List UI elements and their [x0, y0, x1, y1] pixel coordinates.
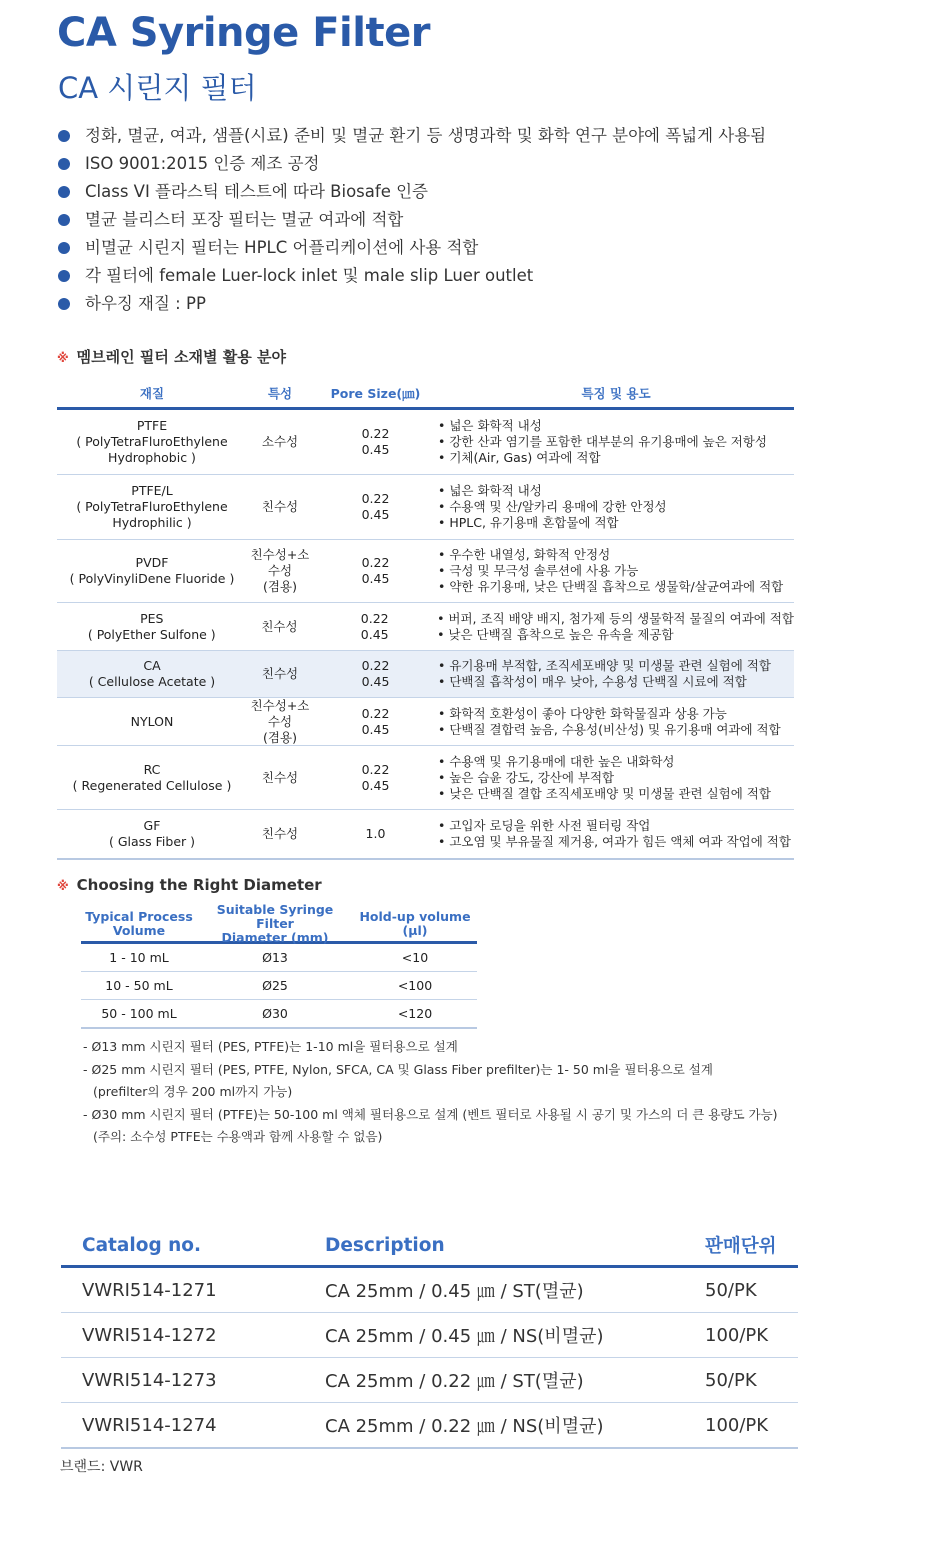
features-cell-line: • 우수한 내열성, 화학적 안정성: [438, 547, 611, 562]
property-cell: [247, 434, 313, 450]
pore-size-cell-line: 0.45: [361, 674, 390, 689]
property-cell-line: 소수성: [261, 434, 299, 449]
property-cell-line: 친수성+소수성: [250, 547, 310, 578]
membrane-table-header: [57, 381, 794, 410]
features-cell-line: • 버퍼, 조직 배양 배지, 첨가제 등의 생물학적 물질의 여과에 적합: [437, 610, 794, 626]
material-cell-line: ( Glass Fiber ): [108, 834, 196, 849]
note-line: - Ø30 mm 시린지 필터 (PTFE)는 50-100 ml 액체 필터용으로 설계 (벤트 필터로 사용될 시 공기 및 가스의 더 큰 용량도 가능): [83, 1106, 778, 1122]
material-cell-line: ( PolyEther Sulfone ): [87, 626, 216, 642]
page-subtitle: CA 시린지 필터: [58, 71, 257, 105]
pore-size-cell: [313, 658, 438, 690]
column-header: 특징 및 용도: [581, 386, 651, 401]
property-cell-line: (겸용): [263, 579, 297, 594]
features-cell-line: • 화학적 호환성이 좋아 다양한 화학물질과 상용 가능: [438, 705, 727, 721]
table-row: [61, 1313, 798, 1358]
features-cell-line: • 단백질 흡착성이 매우 낮아, 수용성 단백질 시료에 적합: [438, 674, 747, 689]
pore-size-cell-line: 0.45: [360, 626, 389, 642]
table-row: [81, 944, 477, 972]
features-cell-line: • 고오염 및 부유물질 제거용, 여과가 힘든 액체 여과 작업에 적합: [438, 834, 791, 849]
reference-mark-icon: ※: [57, 879, 69, 893]
features-cell-line: • 낮은 단백질 결합 조직세포배양 및 미생물 관련 실험에 적합: [438, 785, 771, 801]
material-cell-line: Hydrophobic ): [108, 450, 196, 465]
features-cell-line: • 넓은 화학적 내성: [438, 483, 542, 498]
table-cell: <120: [397, 1006, 433, 1021]
property-cell-line: 친수성: [261, 666, 299, 681]
pore-size-cell-line: 0.45: [361, 507, 390, 522]
table-row: [61, 1358, 798, 1403]
diameter-table-header: [81, 902, 477, 945]
pore-size-cell-line: 0.22: [361, 491, 390, 506]
pore-size-cell: [313, 555, 438, 587]
property-cell: [247, 666, 313, 682]
catalog-number: VWRI514-1273: [82, 1369, 217, 1391]
table-row: [57, 746, 794, 810]
features-cell-line: • 약한 유기용매, 낮은 단백질 흡착으로 생물학/살균여과에 적합: [438, 579, 784, 594]
material-cell-line: ( Regenerated Cellulose ): [72, 777, 232, 793]
diameter-table: [81, 902, 477, 1029]
pore-size-cell-line: 0.22: [361, 705, 390, 721]
pore-size-cell-line: 0.45: [361, 442, 390, 457]
features-cell-line: • 높은 습윤 강도, 강산에 부적합: [438, 769, 615, 785]
column-header: Suitable Syringe Filter Diameter (mm): [216, 902, 334, 945]
material-cell: [57, 714, 247, 730]
material-cell-line: PVDF: [135, 555, 169, 570]
material-cell-line: PTFE: [136, 418, 168, 433]
material-cell-line: ( Cellulose Acetate ): [88, 674, 216, 689]
bullet-dot-icon: [58, 242, 70, 254]
brand-label: 브랜드: VWR: [60, 1459, 143, 1475]
table-row: [57, 698, 794, 746]
table-cell: Ø13: [262, 950, 288, 965]
pore-size-cell: [313, 491, 438, 523]
pore-size-cell-line: 0.45: [361, 571, 390, 586]
table-row: [61, 1268, 798, 1313]
pore-size-cell: [313, 826, 438, 842]
property-cell-line: 친수성: [261, 618, 298, 634]
material-cell: [57, 762, 247, 794]
property-cell: [247, 547, 313, 595]
column-header: 특성: [267, 386, 293, 401]
features-cell: [438, 483, 794, 531]
features-cell: [437, 611, 794, 643]
table-row: [81, 1000, 477, 1029]
diameter-section-heading: ※ Choosing the Right Diameter: [57, 876, 322, 894]
note-line: (주의: 소수성 PTFE는 수용액과 함께 사용할 수 없음): [93, 1129, 383, 1144]
features-cell: [438, 418, 794, 466]
property-cell-line: 친수성+소수성: [250, 697, 310, 729]
column-header: Typical Process Volume: [85, 909, 193, 938]
features-cell-line: • 강한 산과 염기를 포함한 대부분의 유기용매에 높은 저항성: [438, 434, 767, 449]
column-header: Hold-up volume (μl): [359, 909, 471, 938]
reference-mark-icon: ※: [57, 351, 69, 365]
material-cell-line: ( PolyTetraFluroEthylene: [76, 434, 228, 449]
property-cell: [247, 619, 313, 635]
feature-item: 비멸균 시린지 필터는 HPLC 어플리케이션에 사용 적합: [57, 234, 766, 262]
table-row: [57, 603, 794, 651]
sales-unit: 50/PK: [705, 1279, 757, 1301]
property-cell: [247, 698, 313, 746]
catalog-table-header: [61, 1225, 798, 1268]
features-cell-line: • 수용액 및 산/알카리 용매에 강한 안정성: [438, 499, 667, 514]
features-cell-line: • 고입자 로딩을 위한 사전 필터링 작업: [438, 818, 651, 833]
feature-item: 하우징 재질 : PP: [57, 290, 766, 318]
material-cell-line: Hydrophilic ): [112, 515, 192, 530]
property-cell: [247, 499, 313, 515]
page-title: CA Syringe Filter: [57, 10, 430, 56]
catalog-number: VWRI514-1274: [82, 1414, 217, 1436]
property-cell-line: 친수성: [261, 499, 299, 514]
note-line: - Ø13 mm 시린지 필터 (PES, PTFE)는 1-10 ml을 필터용으로 설계: [83, 1039, 458, 1054]
membrane-table-body: [57, 410, 794, 860]
table-cell: 10 - 50 mL: [105, 978, 173, 993]
table-row: [57, 475, 794, 540]
features-cell: [438, 754, 794, 802]
bullet-dot-icon: [58, 158, 70, 170]
column-header: 판매단위: [705, 1236, 777, 1257]
table-cell: <100: [397, 978, 433, 993]
bullet-dot-icon: [58, 270, 70, 282]
material-cell-line: CA: [143, 658, 161, 673]
catalog-number: VWRI514-1271: [82, 1279, 217, 1301]
features-cell-line: • 수용액 및 유기용매에 대한 높은 내화학성: [438, 753, 675, 769]
table-row: [57, 651, 794, 698]
pore-size-cell-line: 0.22: [361, 658, 390, 673]
pore-size-cell-line: 0.45: [361, 721, 390, 737]
catalog-description: CA 25mm / 0.22 ㎛ / ST(멸균): [325, 1371, 584, 1392]
feature-list: [57, 122, 766, 318]
pore-size-cell-line: 0.22: [360, 610, 389, 626]
pore-size-cell-line: 1.0: [365, 826, 386, 841]
material-cell: [57, 483, 247, 531]
table-row: [81, 972, 477, 1000]
feature-item: Class VI 플라스틱 테스트에 따라 Biosafe 인증: [57, 178, 766, 206]
table-cell: 1 - 10 mL: [109, 950, 169, 965]
features-cell-line: • 낮은 단백질 흡착으로 높은 유속을 제공함: [437, 626, 674, 642]
table-row: [57, 540, 794, 603]
catalog-table: [61, 1225, 798, 1449]
catalog-description: CA 25mm / 0.45 ㎛ / NS(비멸균): [325, 1326, 604, 1347]
table-row: [57, 410, 794, 475]
features-cell-line: • 유기용매 부적합, 조직세포배양 및 미생물 관련 실험에 적합: [438, 658, 771, 673]
pore-size-cell-line: 0.22: [361, 555, 390, 570]
property-cell-line: 친수성: [261, 826, 299, 841]
material-cell-line: PES: [140, 610, 164, 626]
material-cell: [57, 555, 247, 587]
membrane-section-heading: ※ 멤브레인 필터 소재별 활용 분야: [57, 348, 286, 366]
bullet-dot-icon: [58, 214, 70, 226]
table-cell: Ø25: [262, 978, 288, 993]
catalog-description: CA 25mm / 0.45 ㎛ / ST(멸균): [325, 1281, 584, 1302]
material-cell-line: RC: [143, 761, 161, 777]
table-cell: Ø30: [262, 1006, 288, 1021]
membrane-table: [57, 381, 794, 860]
table-cell: 50 - 100 mL: [101, 1006, 177, 1021]
bullet-dot-icon: [58, 298, 70, 310]
pore-size-cell-line: 0.22: [361, 426, 390, 441]
pore-size-cell-line: 0.45: [361, 777, 390, 793]
note-line: - Ø25 mm 시린지 필터 (PES, PTFE, Nylon, SFCA, CA 및 Glass Fiber prefilter)는 1- 50 ml을 필터용으로 설계: [83, 1061, 713, 1077]
features-cell-line: • 기체(Air, Gas) 여과에 적합: [438, 450, 601, 465]
feature-item: 각 필터에 female Luer-lock inlet 및 male slip Luer outlet: [57, 262, 766, 290]
column-header: Description: [325, 1234, 445, 1256]
table-row: [57, 810, 794, 860]
features-cell-line: • 단백질 결합력 높음, 수용성(비산성) 및 유기용매 여과에 적합: [438, 721, 781, 737]
material-cell-line: ( PolyVinyliDene Fluoride ): [69, 571, 235, 586]
features-cell: [438, 658, 794, 690]
material-cell: [57, 658, 247, 690]
features-cell-line: • 극성 및 무극성 솔루션에 사용 가능: [438, 563, 639, 578]
pore-size-cell: [312, 611, 437, 643]
features-cell-line: • HPLC, 유기용매 혼합물에 적합: [438, 515, 619, 530]
material-cell-line: ( PolyTetraFluroEthylene: [76, 499, 228, 514]
features-cell: [438, 547, 794, 595]
sales-unit: 100/PK: [705, 1324, 769, 1346]
pore-size-cell: [313, 426, 438, 458]
material-cell: [57, 818, 247, 850]
pore-size-cell: [313, 762, 438, 794]
pore-size-cell-line: 0.22: [361, 761, 390, 777]
feature-item: 멸균 블리스터 포장 필터는 멸균 여과에 적합: [57, 206, 766, 234]
bullet-dot-icon: [58, 186, 70, 198]
sales-unit: 50/PK: [705, 1369, 757, 1391]
diameter-notes: [83, 1036, 778, 1149]
features-cell: [438, 706, 794, 738]
table-cell: <10: [401, 950, 429, 965]
material-cell: [57, 418, 247, 466]
feature-item: ISO 9001:2015 인증 제조 공정: [57, 150, 766, 178]
property-cell: [247, 770, 313, 786]
catalog-number: VWRI514-1272: [82, 1324, 217, 1346]
table-row: [61, 1403, 798, 1449]
pore-size-cell: [313, 706, 438, 738]
features-cell: [438, 818, 794, 850]
property-cell-line: (겸용): [263, 729, 297, 745]
material-cell: [57, 611, 247, 643]
column-header: Catalog no.: [82, 1234, 202, 1256]
material-cell-line: GF: [143, 818, 161, 833]
sales-unit: 100/PK: [705, 1414, 769, 1436]
features-cell-line: • 넓은 화학적 내성: [438, 418, 542, 433]
property-cell-line: 친수성: [261, 769, 299, 785]
material-cell-line: NYLON: [130, 713, 174, 729]
feature-item: 정화, 멸균, 여과, 샘플(시료) 준비 및 멸균 환기 등 생명과학 및 화학 연구 분야에 폭넓게 사용됨: [57, 122, 766, 150]
property-cell: [247, 826, 313, 842]
note-line: (prefilter의 경우 200 ml까지 가능): [93, 1084, 293, 1099]
column-header: Pore Size(㎛): [330, 386, 421, 401]
bullet-dot-icon: [58, 130, 70, 142]
catalog-description: CA 25mm / 0.22 ㎛ / NS(비멸균): [325, 1416, 604, 1437]
material-cell-line: PTFE/L: [131, 483, 173, 498]
column-header: 재질: [139, 386, 165, 401]
